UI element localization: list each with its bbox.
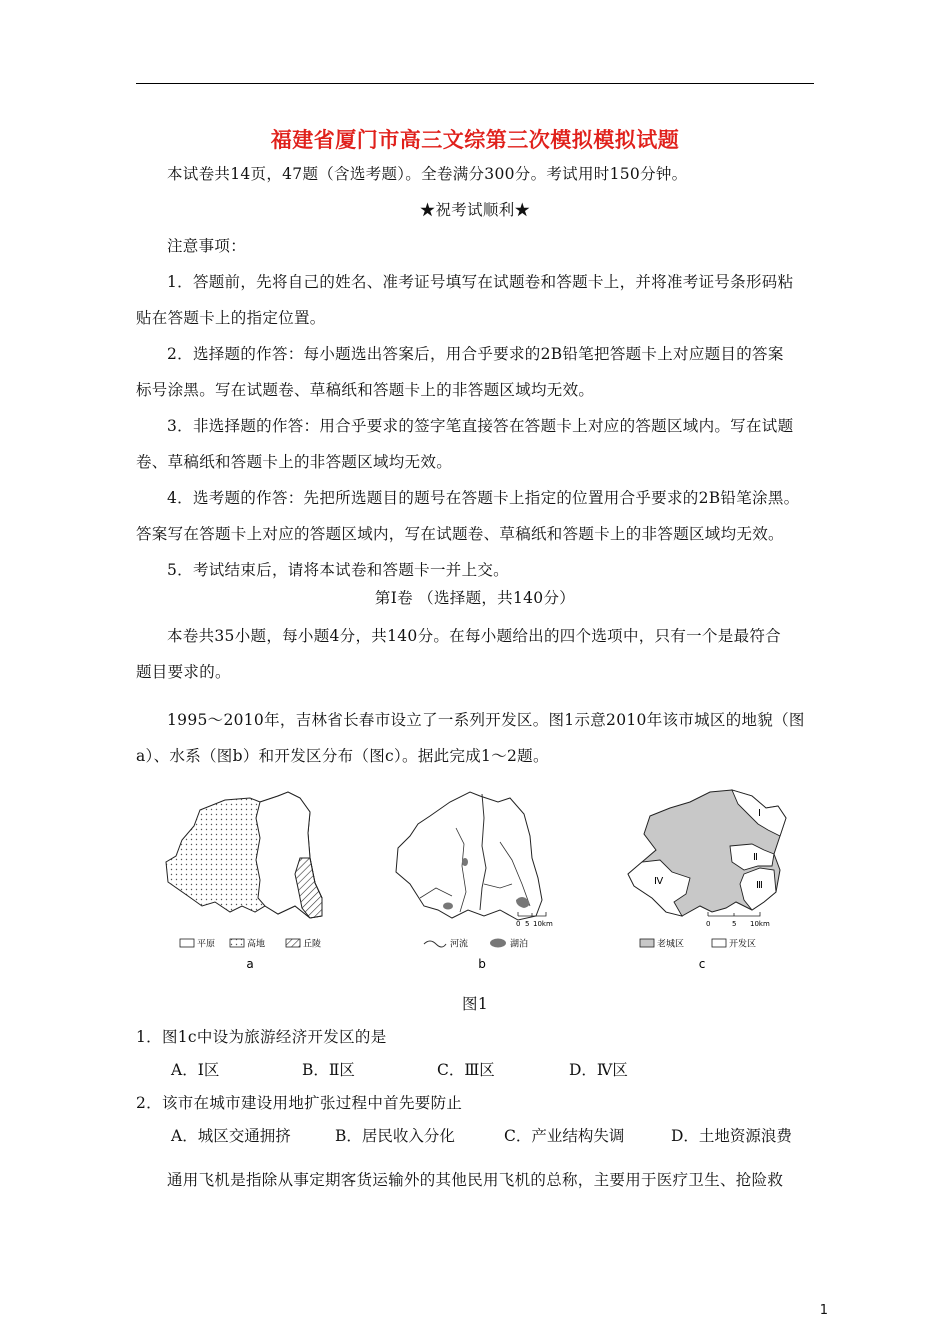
legend-plain: 平原 xyxy=(197,939,216,950)
figure-caption: 图1 xyxy=(462,995,488,1013)
notice-line: 4．选考题的作答：先把所选题目的题号在答题卡上指定的位置用合乎要求的2B铅笔涂黑。 xyxy=(167,489,800,507)
map-a-landform xyxy=(166,792,322,971)
legend-hill: 丘陵 xyxy=(303,939,322,950)
page-number: 1 xyxy=(819,1303,828,1318)
q1-option-a[interactable]: A．Ⅰ区 xyxy=(171,1061,220,1079)
section-desc: 本卷共35小题，每小题4分，共140分。在每小题给出的四个选项中，只有一个是最符合 xyxy=(167,627,781,645)
passage-2-line: 通用飞机是指除从事定期客货运输外的其他民用飞机的总称，主要用于医疗卫生、抢险救 xyxy=(167,1171,784,1189)
notice-line: 卷、草稿纸和答题卡上的非答题区域均无效。 xyxy=(136,453,453,471)
map-a-label: a xyxy=(246,957,254,971)
zone-III-label: Ⅲ xyxy=(756,880,763,891)
map-b-water xyxy=(396,792,553,971)
notice-line: 标号涂黑。写在试题卷、草稿纸和答题卡上的非答题区域均无效。 xyxy=(136,381,595,399)
passage-line: a）、水系（图b）和开发区分布（图c）。据此完成1～2题。 xyxy=(136,747,549,765)
map-b-label: b xyxy=(478,957,486,971)
notice-line: 2．选择题的作答：每小题选出答案后，用合乎要求的2B铅笔把答题卡上对应题目的答案 xyxy=(167,345,784,363)
q1-option-c[interactable]: C．Ⅲ区 xyxy=(437,1061,495,1079)
notice-line: 贴在答题卡上的指定位置。 xyxy=(136,309,326,327)
q2-option-a[interactable]: A．城区交通拥挤 xyxy=(171,1127,291,1145)
section-title: 第Ⅰ卷 （选择题，共140分） xyxy=(374,589,576,607)
header-rule xyxy=(136,83,814,84)
legend-lake: 湖泊 xyxy=(510,939,529,950)
question-1-options xyxy=(171,1060,651,1080)
question-1-stem: 1．图1c中设为旅游经济开发区的是 xyxy=(136,1028,387,1046)
q1-option-d[interactable]: D．Ⅳ区 xyxy=(569,1061,628,1079)
notice-line: 答案写在答题卡上对应的答题区域内，写在试题卷、草稿纸和答题卡上的非答题区域均无效。 xyxy=(136,525,784,543)
scale-10-c: 10km xyxy=(750,920,770,928)
scale-0-b: 0 xyxy=(516,920,521,928)
q2-option-d[interactable]: D．土地资源浪费 xyxy=(671,1127,792,1145)
intro-text: 本试卷共14页，47题（含选考题）。全卷满分300分。考试用时150分钟。 xyxy=(167,165,688,183)
notice-line: 1．答题前，先将自己的姓名、准考证号填写在试题卷和答题卡上，并将准考证号条形码粘 xyxy=(167,273,794,291)
page-title: 福建省厦门市高三文综第三次模拟模拟试题 xyxy=(270,128,680,152)
map-c-zones xyxy=(628,790,786,971)
legend-river: 河流 xyxy=(450,939,469,950)
question-2-options xyxy=(171,1126,811,1146)
scale-bars xyxy=(518,912,760,916)
question-2-stem: 2．该市在城市建设用地扩张过程中首先要防止 xyxy=(136,1094,463,1112)
figure-1-maps xyxy=(160,788,800,978)
notice-line: 3．非选择题的作答：用合乎要求的签字笔直接答在答题卡上对应的答题区域内。写在试题 xyxy=(167,417,794,435)
notice-line: 5．考试结束后，请将本试卷和答题卡一并上交。 xyxy=(167,561,509,579)
zone-II-label: Ⅱ xyxy=(753,852,758,863)
q2-option-c[interactable]: C．产业结构失调 xyxy=(504,1127,625,1145)
legend-highland: 高地 xyxy=(247,939,266,950)
passage-line: 1995～2010年，吉林省长春市设立了一系列开发区。图1示意2010年该市城区的地貌（图 xyxy=(167,711,805,729)
scale-5-c: 5 xyxy=(732,920,737,928)
blessing-text: ★祝考试顺利★ xyxy=(419,201,531,219)
map-c-label: c xyxy=(698,957,706,971)
scale-0-c: 0 xyxy=(706,920,711,928)
q2-option-b[interactable]: B．居民收入分化 xyxy=(335,1127,455,1145)
scale-5-b: 5 xyxy=(525,920,530,928)
zone-I-label: Ⅰ xyxy=(758,808,761,819)
legend-dev-zone: 开发区 xyxy=(729,939,757,950)
zone-IV-label: Ⅳ xyxy=(654,876,664,887)
notice-heading: 注意事项： xyxy=(167,237,247,255)
scale-10-b: 10km xyxy=(533,920,553,928)
section-desc: 题目要求的。 xyxy=(136,663,231,681)
legend-old-city: 老城区 xyxy=(657,939,685,950)
q1-option-b[interactable]: B．Ⅱ区 xyxy=(302,1061,355,1079)
